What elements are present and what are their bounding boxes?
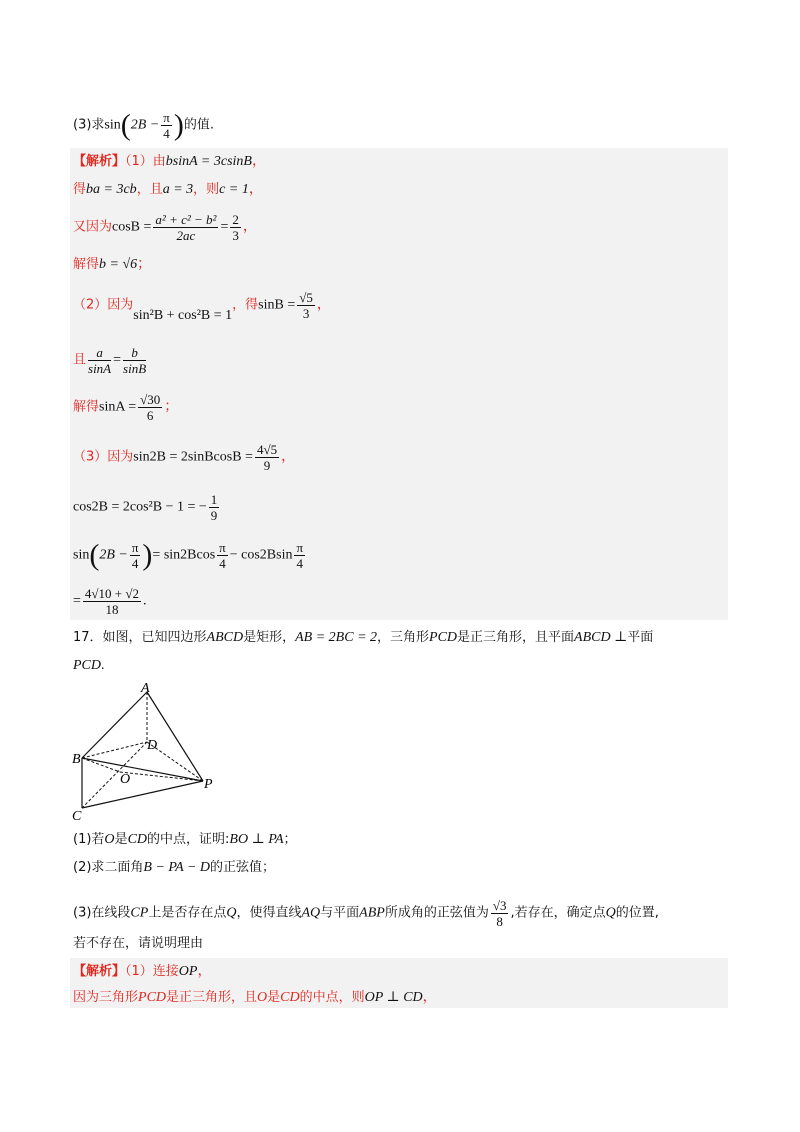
problem17-line1: 17．如图，已知四边形ABCD是矩形，AB = 2BC = 2，三角形PCD是正三角形，且平面ABCD ⊥平面 — [73, 630, 654, 645]
solution17-line1: 【解析】（1）连接OP， — [73, 964, 212, 979]
solution1-line3: 又因为cosB = $\frac{\text{a² + c² − b²}}{2ac}$ = $\frac{2}{3}$ ， — [73, 212, 257, 243]
solution1-line4: 解得b = √6； — [73, 257, 152, 272]
solution1-line11: = $\frac{4√10 + √2}{18}$ . — [73, 586, 147, 617]
label-P: P — [204, 777, 213, 792]
label-C: C — [72, 809, 82, 824]
problem17-q1: (1)若O是CD的中点，证明:BO ⊥ PA； — [73, 832, 297, 847]
label-D: D — [147, 738, 158, 753]
solution1-line5: （2）因为sin²B + cos²B = 1，得sinB = $\frac{√5}{3}$ ， — [73, 290, 331, 323]
q3-header: (3)求sin(2B − $\frac{\pi}{4}$ )的值. — [73, 108, 214, 142]
solution1-line6: 且 $\frac{a}{\sin A}$ = $\frac{b}{\sin B}$ — [73, 345, 147, 376]
problem17-q3-cont: 若不存在，请说明理由 — [73, 936, 204, 951]
problem17-q3: (3)在线段CP上是否存在点Q，使得直线AQ与平面ABP所成角的正弦值为 $\frac{√3}{8}$ ,若存在，确定点Q的位置, — [73, 898, 659, 929]
label-B: B — [72, 752, 81, 767]
label-A: A — [141, 681, 150, 696]
solution1-line8: （3）因为sin2B = 2sinBcosB = $\frac{4√5}{9}$ ， — [73, 442, 296, 473]
solution1-line2: 得ba = 3cb，且a = 3，则c = 1， — [73, 182, 263, 197]
solution1-line7: 解得sinA = $\frac{√30}{6}$ ； — [73, 392, 179, 423]
problem17-line2: PCD. — [73, 658, 105, 673]
problem17-q2: (2)求二面角B − PA − D的正弦值； — [73, 860, 276, 875]
solution17-line2: 因为三角形PCD是正三角形，且O是CD的中点，则OP ⊥ CD， — [73, 990, 437, 1005]
solution1-line1: 【解析】（1）由bsinA = 3csinB， — [73, 154, 266, 169]
solution1-line9: cos2B = 2cos²B − 1 = − $\frac{1}{9}$ — [73, 492, 218, 523]
geometry-figure — [70, 680, 230, 825]
label-O: O — [120, 772, 131, 787]
solution1-line10: sin(2B − $\frac{\pi}{4}$ )= sin2Bcos $\frac{\pi}{4}$ − cos2Bsin $\frac{\pi}{4}$ — [73, 538, 304, 572]
